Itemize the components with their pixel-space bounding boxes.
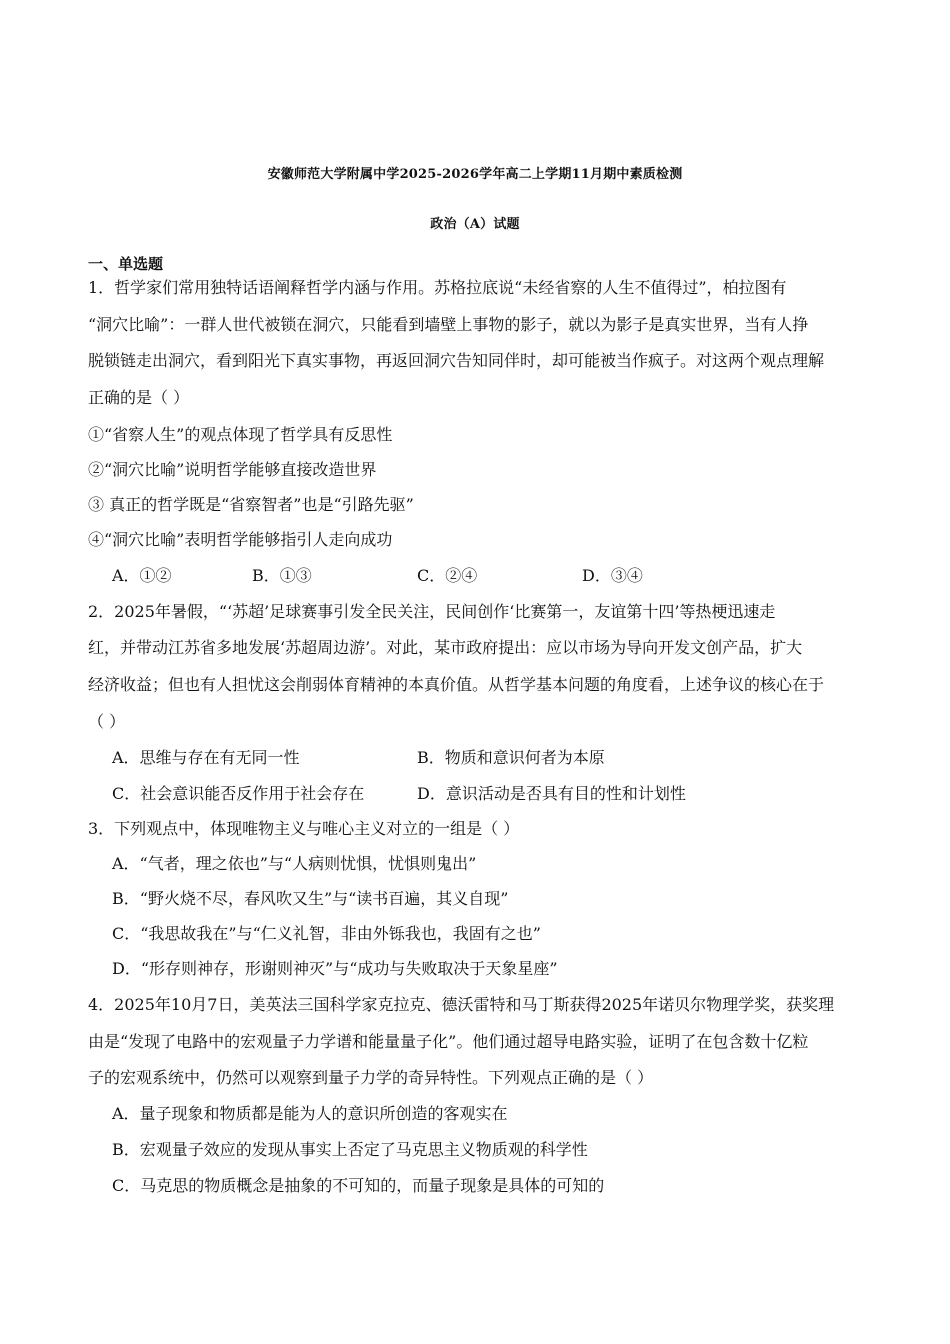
question-2-stem-line: 2．2025年暑假，“‘苏超’足球赛事引发全民关注，民间创作‘比赛第一，友谊第十四’等热梗迅速走 <box>88 602 776 621</box>
question-2-stem-line: 红，并带动江苏省多地发展‘苏超周边游’。对此，某市政府提出：应以市场为导向开发文创产品，扩大 <box>88 638 803 657</box>
question-2-stem-line: 经济收益；但也有人担忧这会削弱体育精神的本真价值。从哲学基本问题的角度看，上述争议的核心在于 <box>88 675 825 694</box>
question-4-stem-line: 子的宏观系统中，仍然可以观察到量子力学的奇异特性。下列观点正确的是（ ） <box>88 1068 654 1087</box>
question-1-stem-line: “洞穴比喻”：一群人世代被锁在洞穴，只能看到墙壁上事物的影子，就以为影子是真实世界，当有人挣 <box>88 315 809 334</box>
question-1-statement: ②“洞穴比喻”说明哲学能够直接改造世界 <box>88 460 377 479</box>
exam-title-line2: 政治（A）试题 <box>430 217 520 232</box>
option-c[interactable]: C．②④ <box>417 566 478 585</box>
option-a[interactable]: A．“气者，理之依也”与“人病则忧惧，忧惧则鬼出” <box>112 854 477 873</box>
question-1-stem-line: 1．哲学家们常用独特话语阐释哲学内涵与作用。苏格拉底说“未经省察的人生不值得过”，柏拉图有 <box>88 278 787 297</box>
question-2-stem-line: （ ） <box>88 712 126 731</box>
option-a[interactable]: A．思维与存在有无同一性 <box>112 748 300 767</box>
option-c[interactable]: C．马克思的物质概念是抽象的不可知的，而量子现象是具体的可知的 <box>112 1176 605 1195</box>
question-1-statement: ①“省察人生”的观点体现了哲学具有反思性 <box>88 425 393 444</box>
option-d[interactable]: D．意识活动是否具有目的性和计划性 <box>417 784 686 803</box>
option-c[interactable]: C．社会意识能否反作用于社会存在 <box>112 784 365 803</box>
question-1-stem-line: 正确的是（ ） <box>88 388 190 407</box>
option-a[interactable]: A．①② <box>112 566 172 585</box>
option-d[interactable]: D．“形存则神存，形谢则神灭”与“成功与失败取决于天象星座” <box>112 959 558 978</box>
question-4-stem-line: 4．2025年10月7日，美英法三国科学家克拉克、德沃雷特和马丁斯获得2025年诺贝尔物理学奖，获奖理 <box>88 995 835 1014</box>
option-b[interactable]: B．宏观量子效应的发现从事实上否定了马克思主义物质观的科学性 <box>112 1140 588 1159</box>
option-b[interactable]: B．物质和意识何者为本原 <box>417 748 605 767</box>
section-heading: 一、单选题 <box>88 255 164 273</box>
question-4-stem-line: 由是“发现了电路中的宏观量子力学谱和能量量子化”。他们通过超导电路实验，证明了在包含数十亿粒 <box>88 1032 809 1051</box>
question-1-statement: ④“洞穴比喻”表明哲学能够指引人走向成功 <box>88 530 393 549</box>
option-b[interactable]: B．“野火烧不尽，春风吹又生”与“读书百遍，其义自现” <box>112 889 509 908</box>
option-a[interactable]: A．量子现象和物质都是能为人的意识所创造的客观实在 <box>112 1104 508 1123</box>
question-1-statement: ③ 真正的哲学既是“省察智者”也是“引路先驱” <box>88 495 414 514</box>
option-d[interactable]: D．③④ <box>582 566 643 585</box>
question-1-stem-line: 脱锁链走出洞穴，看到阳光下真实事物，再返回洞穴告知同伴时，却可能被当作疯子。对这两个观点理解 <box>88 351 825 370</box>
exam-title-line1: 安徽师范大学附属中学2025-2026学年高二上学期11月期中素质检测 <box>267 167 683 182</box>
option-c[interactable]: C．“我思故我在”与“仁义礼智，非由外铄我也，我固有之也” <box>112 924 541 943</box>
option-b[interactable]: B．①③ <box>252 566 312 585</box>
question-3-stem: 3．下列观点中，体现唯物主义与唯心主义对立的一组是（ ） <box>88 819 520 838</box>
